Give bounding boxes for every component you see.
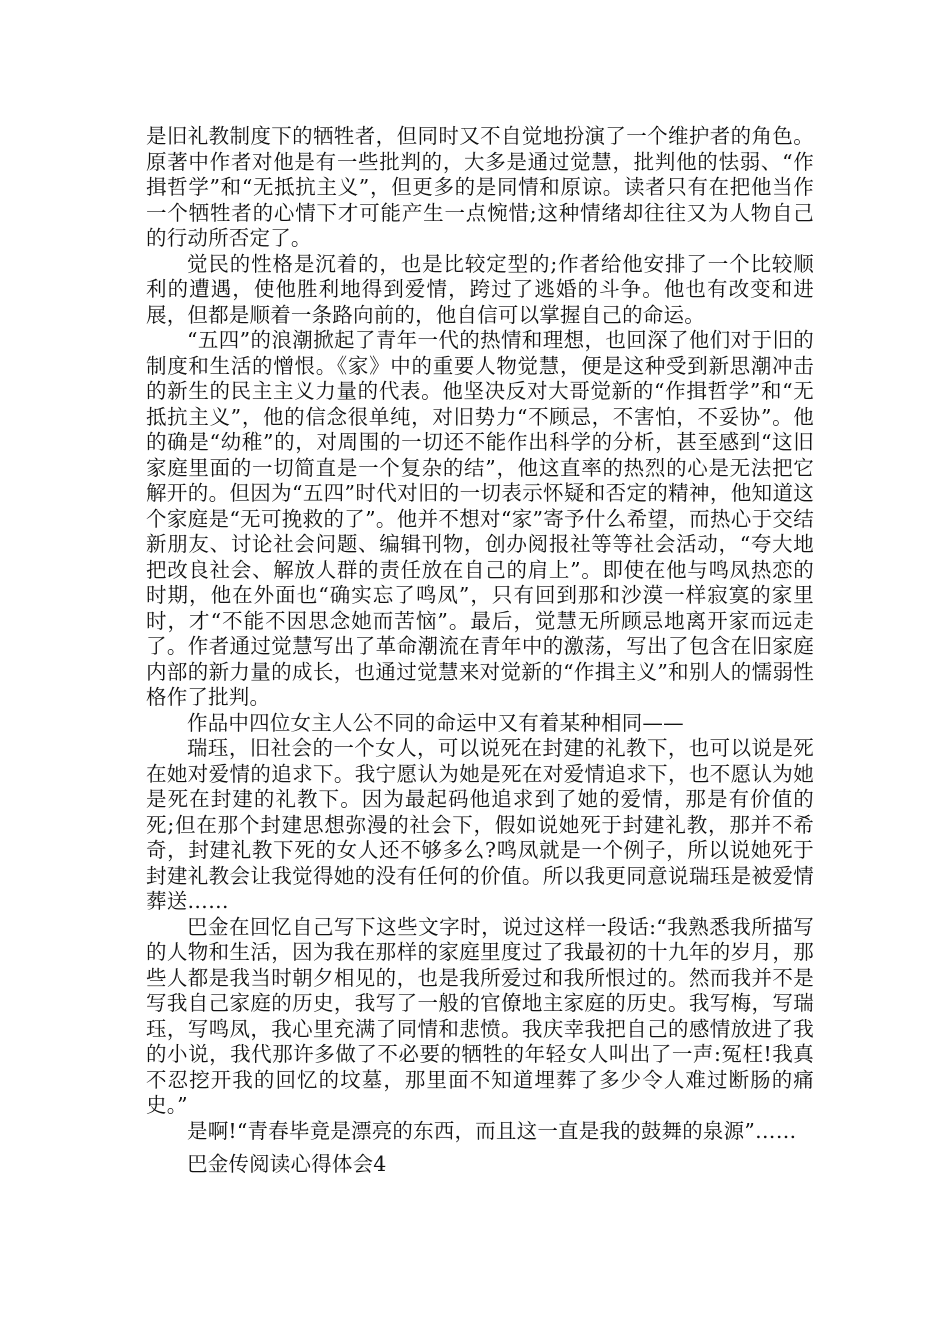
- paragraph-5: 瑞珏，旧社会的一个女人，可以说死在封建的礼教下，也可以说是死在她对爱情的追求下。我宁愿认为她是死在对爱情追求下，也不愿认为她是死在封建的礼教下。因为最起码他追求到了她的爱情，那是有价值的死;但在那个封建思想弥漫的社会下，假如说她死于封建礼教，那并不希奇，封建礼教下死的女人还不够多么?鸣凤就是一个例子，所以说她死于封建礼教会让我觉得她的没有任何的价值。所以我更同意说瑞珏是被爱情葬送……: [146, 736, 814, 913]
- paragraph-6: 巴金在回忆自己写下这些文字时，说过这样一段话:“我熟悉我所描写的人物和生活，因为我在那样的家庭里度过了我最初的十九年的岁月，那些人都是我当时朝夕相见的，也是我所爱过和我所恨过的。然而我并不是写我自己家庭的历史，我写了一般的官僚地主家庭的历史。我写梅，写瑞珏，写鸣凤，我心里充满了同情和悲愤。我庆幸我把自己的感情放进了我的小说，我代那许多做了不必要的牺牲的年轻女人叫出了一声:冤枉!我真不忍挖开我的回忆的坟墓，那里面不知道埋葬了多少令人难过断肠的痛史。”: [146, 914, 814, 1117]
- paragraph-2: 觉民的性格是沉着的，也是比较定型的;作者给他安排了一个比较顺利的遭遇，使他胜利地得到爱情，跨过了逃婚的斗争。他也有改变和进展，但都是顺着一条路向前的，他自信可以掌握自己的命运。: [146, 251, 814, 327]
- paragraph-7: 是啊!“青春毕竟是漂亮的东西，而且这一直是我的鼓舞的泉源”……: [187, 1118, 797, 1143]
- paragraph-4: 作品中四位女主人公不同的命运中又有着某种相同——: [187, 710, 684, 735]
- paragraph-3: “五四”的浪潮掀起了青年一代的热情和理想，也回深了他们对于旧的制度和生活的憎恨。《家》中的重要人物觉慧，便是这种受到新思潮冲击的新生的民主主义力量的代表。他坚决反对大哥觉新的“作揖哲学”和“无抵抗主义”，他的信念很单纯，对旧势力“不顾忌，不害怕，不妥协”。他的确是“幼稚”的，对周围的一切还不能作出科学的分析，甚至感到“这旧家庭里面的一切简直是一个复杂的结”，他这直率的热烈的心是无法把它解开的。但因为“五四”时代对旧的一切表示怀疑和否定的精神，他知道这个家庭是“无可挽救的了”。他并不想对“家”寄予什么希望，而热心于交结新朋友、讨论社会问题、编辑刊物，创办阅报社等等社会活动，“夸大地把改良社会、解放人群的责任放在自己的肩上”。即使在他与鸣凤热恋的时期，他在外面也“确实忘了鸣凤”，只有回到那和沙漠一样寂寞的家里时，才“不能不因思念她而苦恼”。最后，觉慧无所顾忌地离开家而远走了。作者通过觉慧写出了革命潮流在青年中的激荡，写出了包含在旧家庭内部的新力量的成长，也通过觉慧来对觉新的“作揖主义”和别人的懦弱性格作了批判。: [146, 328, 814, 709]
- paragraph-1: 是旧礼教制度下的牺牲者，但同时又不自觉地扮演了一个维护者的角色。原著中作者对他是有一些批判的，大多是通过觉慧，批判他的怯弱、“作揖哲学”和“无抵抗主义”，但更多的是同情和原谅。读者只有在把他当作一个牺牲者的心情下才可能产生一点惋惜;这种情绪却往往又为人物自己的行动所否定了。: [146, 124, 814, 250]
- section-heading: 巴金传阅读心得体会4: [187, 1152, 387, 1176]
- document-page: [146, 124, 814, 1178]
